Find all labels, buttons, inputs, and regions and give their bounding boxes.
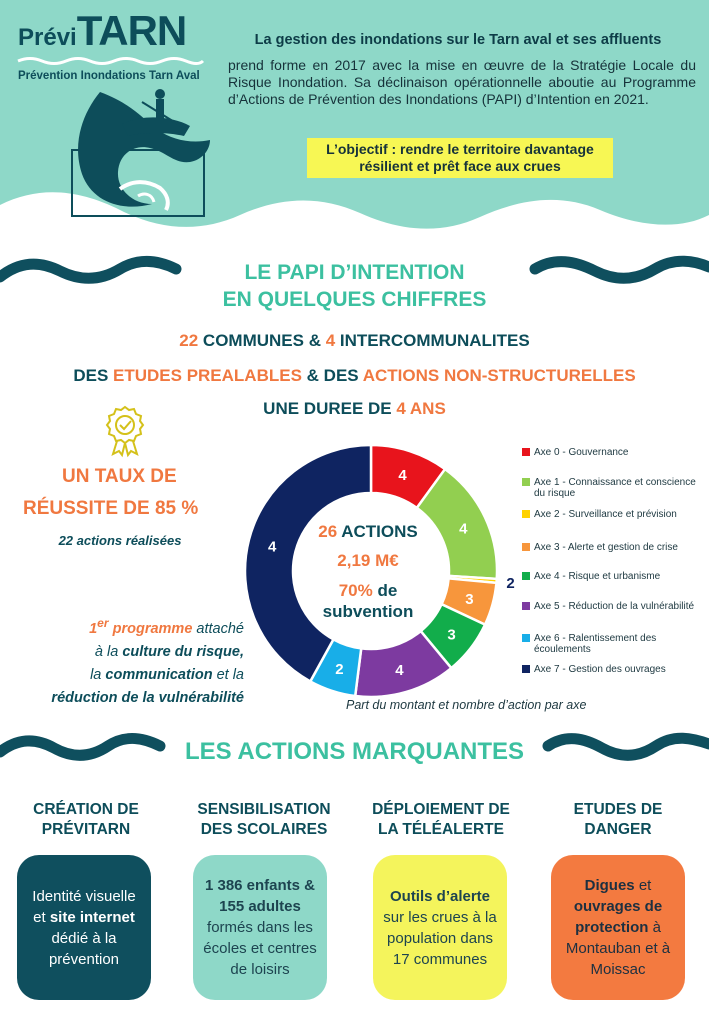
actions-title: LES ACTIONS MARQUANTES: [184, 738, 525, 765]
logo-word: TARN: [76, 7, 187, 54]
center-actions-label: ACTIONS: [337, 522, 418, 541]
success-rate-value: 85 %: [154, 498, 199, 519]
prog-a-la: à la: [94, 643, 123, 660]
communes-stat: [0, 331, 709, 351]
boat-icon: [72, 84, 212, 219]
col3-title-line-1: DÉPLOIEMENT DE: [372, 801, 510, 818]
etudes-stat: [0, 366, 709, 386]
legend-swatch: [522, 510, 530, 518]
legend-label: Axe 5 - Réduction de la vulnérabilité: [534, 601, 695, 612]
col-title-telealerte: [356, 800, 526, 840]
legend-swatch: [522, 634, 530, 642]
interco-text: INTERCOMMUNALITES: [335, 331, 530, 350]
donut-label-axe-2: 2: [506, 574, 515, 592]
donut-label-axe-3: 3: [465, 590, 474, 608]
objective-line-2: résilient et prêt face aux crues: [359, 158, 561, 174]
legend-swatch: [522, 478, 530, 486]
legend-item-axe-3: [522, 542, 707, 553]
col3-title-line-2: LA TÉLÉALERTE: [377, 821, 504, 838]
previtarn-logo: [18, 7, 208, 54]
col2-title-line-1: SENSIBILISATION: [197, 801, 331, 818]
success-rate-prefix: RÉUSSITE DE: [23, 498, 155, 519]
center-actions-count: 26: [318, 522, 338, 541]
actions-word: ACTIONS NON-STRUCTURELLES: [362, 366, 636, 385]
center-subvention-pct: 70%: [338, 581, 373, 600]
legend-item-axe-4: [522, 571, 707, 582]
center-actions: [268, 522, 468, 542]
card1-text-b: site internet: [49, 908, 135, 926]
center-subvention-of: de: [372, 581, 398, 600]
legend-label: Axe 0 - Gouvernance: [534, 447, 629, 458]
card4-text-c: ouvrages de protection: [573, 898, 663, 936]
logo-prefix: Prévi: [18, 24, 77, 51]
donut-chart: [236, 436, 515, 706]
legend-label: Axe 6 - Ralentissement des écoulements: [534, 633, 657, 655]
col-title-sensibilisation: [179, 800, 349, 840]
objective-box: [307, 138, 613, 178]
success-rate-line-1: UN TAUX DE: [62, 466, 177, 487]
logo-tagline: Prévention Inondations Tarn Aval: [18, 70, 200, 82]
center-montant: 2,19 M€: [337, 551, 399, 570]
legend-item-axe-6: [522, 633, 707, 655]
col-title-danger: [533, 800, 703, 840]
chart-caption: Part du montant et nombre d’action par axe: [346, 698, 587, 712]
duree-prefix: UNE DUREE DE: [263, 399, 397, 418]
prog-communication: communication: [105, 666, 213, 683]
legend-swatch: [522, 602, 530, 610]
col4-title-line-1: ETUDES DE: [573, 801, 663, 818]
donut-label-axe-6: 2: [335, 661, 344, 679]
card1-text-c: dédié à la prévention: [48, 929, 120, 968]
prog-word: programme: [108, 620, 193, 637]
legend-swatch: [522, 448, 530, 456]
success-rate-line-2: [23, 498, 198, 520]
legend-item-axe-7: [522, 664, 707, 675]
legend-label: Axe 3 - Alerte et gestion de crise: [534, 542, 678, 553]
donut-label-axe-7: 4: [268, 538, 277, 556]
award-ribbon-icon: [105, 404, 145, 456]
legend-label: Axe 1 - Connaissance et conscience du risque: [534, 477, 696, 499]
card-danger: [551, 855, 685, 1000]
legend-item-axe-5: [522, 601, 707, 612]
card-sensibilisation: [193, 855, 327, 1000]
programme-description: [6, 612, 244, 710]
prog-number: 1: [89, 620, 98, 637]
duree-value: 4 ANS: [396, 399, 446, 418]
donut-label-axe-1: 4: [459, 520, 468, 538]
col2-title-line-2: DES SCOLAIRES: [200, 821, 328, 838]
communes-text: COMMUNES &: [198, 331, 326, 350]
center-subvention-line-2: subvention: [322, 602, 414, 621]
legend-label: Axe 7 - Gestion des ouvrages: [534, 664, 666, 675]
header-description: prend forme en 2017 avec la mise en œuvre de la Stratégie Locale du Risque Inondation. Sa déclinaison opérationnelle aboutie au Programme d’Actions de Prévention des Inondations (PAPI) d’Intention en 2021.: [228, 57, 696, 107]
legend-label: Axe 2 - Surveillance et prévision: [534, 509, 677, 520]
communes-count: 22: [179, 331, 199, 350]
etudes-mid: & DES: [301, 366, 363, 385]
card-previtarn: [17, 855, 151, 1000]
col-title-previtarn: [1, 800, 171, 840]
card-telealerte: [373, 855, 507, 1000]
donut-label-axe-5: 4: [395, 661, 404, 679]
col1-title-line-1: CRÉATION DE: [33, 801, 139, 818]
card4-text-b: et: [634, 877, 652, 894]
papi-title-line-2: EN QUELQUES CHIFFRES: [222, 288, 487, 311]
donut-label-axe-0: 4: [398, 466, 407, 484]
card4-text-a: Digues: [584, 877, 635, 894]
legend-item-axe-2: [522, 509, 707, 520]
card3-text-a: Outils d’alerte: [389, 887, 491, 905]
donut-label-axe-4: 3: [447, 626, 456, 644]
success-rate-subtitle: 22 actions réalisées: [58, 533, 182, 548]
card4-text-d: à Montauban et à Moissac: [565, 919, 671, 978]
card1-text-a: Identité visuelle et: [32, 887, 136, 926]
header-title: La gestion des inondations sur le Tarn aval et ses affluents: [254, 32, 662, 48]
col1-title-line-2: PRÉVITARN: [41, 821, 131, 838]
objective-line-1: L’objectif : rendre le territoire davantage: [326, 141, 594, 157]
card2-text-b: formés dans les écoles et centres de loisirs: [203, 919, 317, 978]
logo-wave-icon: [18, 56, 203, 66]
etudes-prefix: DES: [73, 366, 114, 385]
prog-et-la: et la: [212, 666, 244, 683]
legend-swatch: [522, 543, 530, 551]
legend-swatch: [522, 665, 530, 673]
card3-text-b: sur les crues à la population dans 17 communes: [383, 908, 497, 968]
legend-item-axe-0: [522, 447, 707, 458]
prog-la: la: [90, 666, 106, 683]
papi-title-line-1: LE PAPI D’INTENTION: [244, 261, 465, 284]
col4-title-line-2: DANGER: [584, 821, 652, 838]
legend-label: Axe 4 - Risque et urbanisme: [534, 571, 661, 582]
center-subvention-line-1: [268, 581, 468, 601]
prog-sup: er: [97, 616, 109, 630]
interco-count: 4: [325, 331, 336, 350]
prog-attache: attaché: [192, 620, 244, 637]
legend-swatch: [522, 572, 530, 580]
legend-item-axe-1: [522, 477, 707, 499]
etudes-word: ETUDES PREALABLES: [113, 366, 302, 385]
card2-text-a: 1 386 enfants & 155 adultes: [204, 877, 316, 915]
prog-culture: culture du risque,: [122, 643, 244, 660]
prog-reduction: réduction de la vulnérabilité: [51, 689, 244, 706]
